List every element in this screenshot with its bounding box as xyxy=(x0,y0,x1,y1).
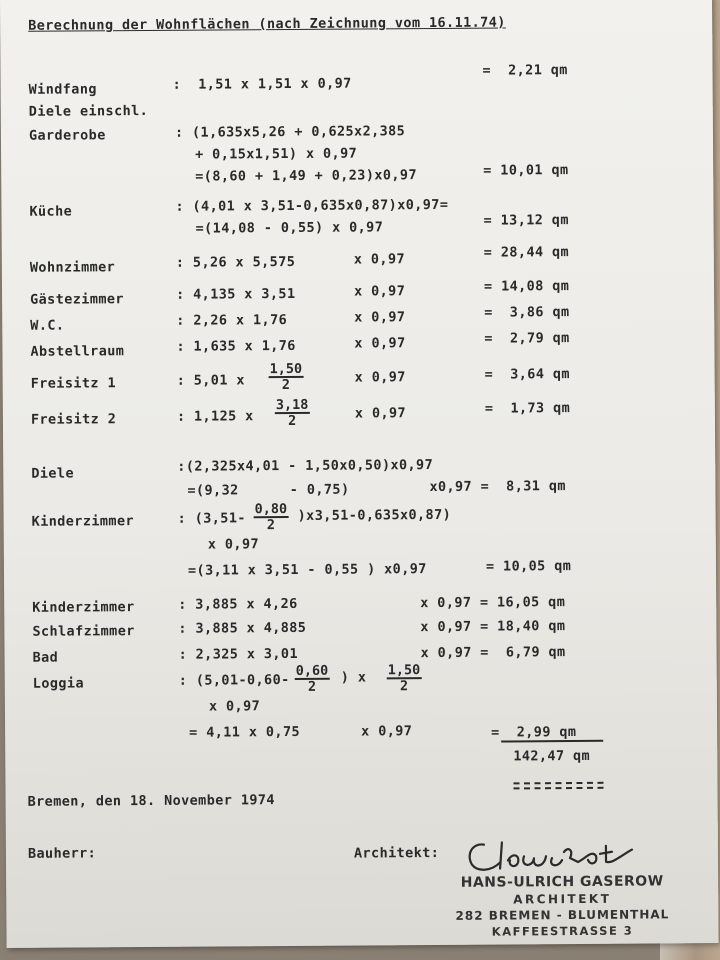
formula-wohnzimmer: : 5,26 x 5,575 xyxy=(175,253,296,271)
factor-wohnzimmer: x 0,97 xyxy=(353,251,406,268)
formula-kinderzimmer-1-factor: x 0,97 xyxy=(207,536,260,553)
label-garderobe: Garderobe xyxy=(28,127,106,144)
label-freisitz-1: Freisitz 1 xyxy=(30,375,117,392)
result-wc: = 3,86 qm xyxy=(484,304,570,321)
label-abstellraum: Abstellraum xyxy=(30,343,125,360)
architekt-label: Architekt: xyxy=(353,844,440,862)
formula-garderobe-3: =(8,60 + 1,49 + 0,23)x0,97 xyxy=(195,167,418,185)
fraction-numerator: 1,50 xyxy=(269,360,303,378)
stamp-address-2: KAFFEESTRASSE 3 xyxy=(491,923,634,939)
fraction-denominator: 2 xyxy=(288,412,297,429)
formula-kinderzimmer-2: : 3,885 x 4,26 xyxy=(178,595,298,613)
formula-bad: : 2,325 x 3,01 xyxy=(178,645,299,663)
label-wohnzimmer: Wohnzimmer xyxy=(29,259,116,276)
factor-gaestezimmer: x 0,97 xyxy=(353,283,406,300)
label-diele-einschl: Diele einschl. xyxy=(28,102,149,120)
formula-gaestezimmer: : 4,135 x 3,51 xyxy=(176,285,296,303)
label-loggia: Loggia xyxy=(32,675,85,692)
result-kinderzimmer-1: = 10,05 qm xyxy=(485,558,572,575)
result-gaestezimmer: = 14,08 qm xyxy=(483,278,570,295)
stamp-role: ARCHITEKT xyxy=(513,891,612,907)
label-schlafzimmer: Schlafzimmer xyxy=(32,623,135,640)
result-freisitz-1: = 3,64 qm xyxy=(484,366,570,383)
formula-wc: : 2,26 x 1,76 xyxy=(176,312,288,329)
fraction-denominator: 2 xyxy=(266,517,276,534)
total-area: 142,47 qm xyxy=(513,747,591,765)
formula-windfang: : 1,51 x 1,51 x 0,97 xyxy=(172,75,352,93)
formula-abstellraum: : 1,635 x 1,76 xyxy=(176,337,296,355)
factor-freisitz-1: x 0,97 xyxy=(354,369,406,386)
page-title: Berechnung der Wohnflächen (nach Zeichnung vom 16.11.74) xyxy=(28,14,506,34)
formula-kueche-1: : (4,01 x 3,51-0,635x0,87)x0,97= xyxy=(175,196,449,215)
formula-kueche-2: =(14,08 - 0,55) x 0,97 xyxy=(195,219,384,237)
formula-loggia-factor: x 0,97 xyxy=(208,698,261,715)
fraction-freisitz-2 xyxy=(275,398,310,428)
fraction-numerator: 1,50 xyxy=(387,662,421,679)
fraction-denominator: 2 xyxy=(399,678,409,695)
formula-freisitz-2: : 1,125 x xyxy=(176,408,254,425)
formula-schlafzimmer: : 3,885 x 4,885 xyxy=(178,619,307,637)
stamp-name: HANS-ULRICH GASEROW xyxy=(460,873,664,891)
fraction-denominator: 2 xyxy=(307,678,317,695)
signature-graphic xyxy=(462,831,652,878)
total-double-underline xyxy=(513,782,603,790)
label-diele: Diele xyxy=(31,465,75,482)
formula-diele-2: =(9,32 - 0,75) xyxy=(187,481,350,499)
formula-garderobe-2: + 0,15x1,51) x 0,97 xyxy=(195,145,358,163)
label-kinderzimmer-1: Kinderzimmer xyxy=(31,513,135,530)
result-bad: x 0,97 = 6,79 qm xyxy=(420,644,566,662)
label-bad: Bad xyxy=(32,649,59,666)
result-kueche: = 13,12 qm xyxy=(483,212,569,229)
label-kinderzimmer-2: Kinderzimmer xyxy=(32,599,135,616)
label-windfang: Windfang xyxy=(28,81,97,98)
fraction-loggia-2 xyxy=(387,663,422,693)
label-kueche: Küche xyxy=(29,203,73,220)
fraction-numerator: 3,18 xyxy=(275,396,309,414)
formula-loggia-1a: : (5,01-0,60- xyxy=(178,671,290,689)
result-freisitz-2: = 1,73 qm xyxy=(484,400,571,417)
formula-freisitz-1: : 5,01 x xyxy=(176,372,245,389)
formula-kinderzimmer-1b: )x3,51-0,635x0,87) xyxy=(297,506,452,524)
label-gaestezimmer: Gästezimmer xyxy=(30,291,124,308)
formula-garderobe-1: : (1,635x5,26 + 0,625x2,385 xyxy=(174,123,406,141)
fraction-denominator: 2 xyxy=(281,376,291,394)
fraction-freisitz-1 xyxy=(269,362,304,392)
formula-loggia-1b: ) x xyxy=(340,669,367,686)
label-freisitz-2: Freisitz 2 xyxy=(30,411,117,428)
fraction-kinderzimmer-1 xyxy=(254,502,289,532)
result-garderobe: = 10,01 qm xyxy=(483,162,569,179)
factor-wc: x 0,97 xyxy=(354,309,406,326)
fraction-numerator: 0,60 xyxy=(295,662,329,679)
sum-underline xyxy=(501,740,603,743)
result-kinderzimmer-2: x 0,97 = 16,05 qm xyxy=(420,594,566,612)
result-schlafzimmer: x 0,97 = 18,40 qm xyxy=(420,618,566,636)
formula-loggia-2: = 4,11 x 0,75 xyxy=(189,723,301,741)
formula-kinderzimmer-1a: : (3,51- xyxy=(177,510,246,527)
result-abstellraum: = 2,79 qm xyxy=(484,330,570,347)
bauherr-label: Bauherr: xyxy=(27,845,97,862)
result-diele: x0,97 = 8,31 qm xyxy=(429,478,566,496)
factor-loggia: x 0,97 xyxy=(361,723,413,740)
stamp-address-1: 282 BREMEN - BLUMENTHAL xyxy=(455,907,670,923)
formula-kinderzimmer-1c: =(3,11 x 3,51 - 0,55 ) x0,97 xyxy=(187,561,427,579)
result-loggia: = 2,99 qm xyxy=(491,723,577,741)
formula-diele-1: :(2,325x4,01 - 1,50x0,50)x0,97 xyxy=(177,456,434,475)
place-date: Bremen, den 18. November 1974 xyxy=(27,792,275,810)
fraction-numerator: 0,80 xyxy=(254,501,288,518)
label-wc: W.C. xyxy=(30,317,65,334)
factor-freisitz-2: x 0,97 xyxy=(354,405,407,422)
factor-abstellraum: x 0,97 xyxy=(354,335,406,352)
result-wohnzimmer: = 28,44 qm xyxy=(483,244,570,261)
result-windfang: = 2,21 qm xyxy=(482,62,568,79)
fraction-loggia-1 xyxy=(295,664,330,694)
